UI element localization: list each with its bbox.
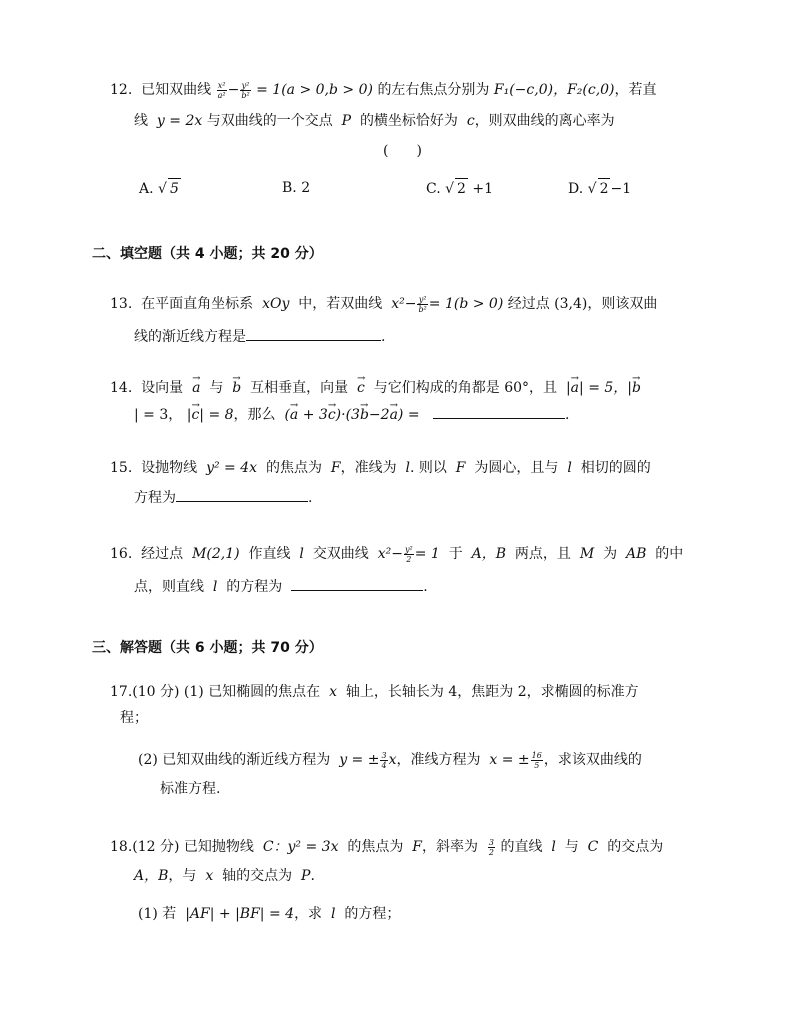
q16-text-a: 经过点 <box>141 546 184 562</box>
q16-text-b: 作直线 <box>248 546 291 562</box>
q17-text-b: 轴上，长轴长为 4，焦距为 2，求椭圆的标准方 <box>345 684 639 700</box>
q18-number: 18.(12 分) <box>110 839 180 855</box>
q15-f: F <box>330 460 341 476</box>
q15-parabola: y² = 4x <box>206 460 258 476</box>
q16-point-m: M(2,1) <box>192 546 240 562</box>
q15-text-g: 方程为 <box>134 490 176 506</box>
q15-text-e: 为圆心，且与 <box>474 460 559 476</box>
q14-line2: | = 3， |→ c| = 8，那么 (→ a + 3→ c)·(3→ b−2→ a) = . <box>134 404 569 425</box>
q13-xoy: xOy <box>262 296 290 312</box>
q13-text-d: 线的渐近线方程是 <box>134 329 246 345</box>
q17-line3 <box>138 750 642 770</box>
q18-p: P <box>301 868 311 884</box>
q13-answer-blank[interactable] <box>246 326 381 341</box>
q17-asymptote: y = ± $\frac{3}{4}$ x <box>339 750 397 770</box>
vector-c: → c <box>357 378 365 398</box>
q14-text-c: 互相垂直，向量 <box>250 380 349 396</box>
q14-text-e: | = 3， <box>134 407 183 423</box>
q14-answer-blank[interactable] <box>433 404 565 419</box>
option-a-label: A. <box>139 181 154 197</box>
section-3-heading: 三、解答题（共 6 小题；共 70 分） <box>92 640 323 656</box>
q16-text-i: 的方程为 <box>226 579 283 595</box>
q12-foci: F₁(−c,0)，F₂(c,0) <box>493 82 615 98</box>
q12-frac-x: $\frac{\text{x²}}{\text{a²}}$ <box>217 80 226 100</box>
q12-eq: = 1(a > 0,b > 0) <box>256 82 373 98</box>
q14-mag-c: |→ c| = 8 <box>187 407 234 423</box>
q16-text-d: 于 <box>448 546 463 562</box>
q18-text-d: 的直线 <box>500 839 543 855</box>
q18-text-a: 已知抛物线 <box>183 839 254 855</box>
q18-l: l <box>551 839 556 855</box>
q12-text-g: ，则双曲线的离心率为 <box>474 113 615 129</box>
q18-text-b: 的焦点为 <box>347 839 404 855</box>
q12-text-b: 的左右焦点分别为 <box>377 82 490 98</box>
q12-number: 12. <box>110 82 133 98</box>
q17-number: 17.(10 分) <box>110 684 180 700</box>
q12-line1: 12. 已知双曲线 $\frac{\text{x²}}{\text{a²}}$ − $\frac{\text{y²}}{\text{b²}}$ = 1(a > 0,b > 0) 的左右焦点分别为 F₁(−c,0)，F₂(c,0)，若直 <box>110 80 657 100</box>
q17-line1 <box>110 682 639 702</box>
option-d-radicand: 2 <box>598 178 611 199</box>
q16-text-c: 交双曲线 <box>312 546 369 562</box>
q18-line1 <box>110 837 663 857</box>
q13-eq: x²− $\frac{\text{y²}}{\text{b²}}$ = 1(b > 0) <box>391 294 504 314</box>
q18-line2: A，B，与 x 轴的交点为 P. <box>134 868 315 884</box>
option-c-label: C. <box>426 181 441 197</box>
q17-line2: 程； <box>120 710 148 726</box>
option-c-radicand: 2 <box>455 178 468 199</box>
q15-number: 15. <box>110 460 133 476</box>
q18-text-h: 轴的交点为 <box>222 868 293 884</box>
q15-text-c: ，准线为 <box>340 460 397 476</box>
q17-text-e: ，求该双曲线的 <box>543 752 642 768</box>
q14-number: 14. <box>110 380 133 396</box>
q15-line1 <box>110 458 651 478</box>
q12-text-e: 与双曲线的一个交点 <box>206 113 333 129</box>
q12-text-a: 已知双曲线 <box>141 82 212 98</box>
q16-text-h: 点，则直线 <box>134 579 204 595</box>
q18-text-i: (1) 若 <box>138 906 177 922</box>
q18-c: C <box>587 839 599 855</box>
q12-point-p: P <box>341 113 352 129</box>
q15-answer-blank[interactable] <box>176 487 308 502</box>
q14-text-d: 与它们构成的角都是 60°，且 <box>373 380 558 396</box>
q16-answer-blank[interactable] <box>291 576 423 591</box>
q12-option-a[interactable]: A. √ 5 <box>139 178 181 199</box>
q16-ab: A，B <box>471 546 507 562</box>
q13-line2: 线的渐近线方程是 . <box>134 326 385 347</box>
q17-line4: 标准方程. <box>160 781 221 797</box>
q15-l: l <box>405 460 410 476</box>
q12-c: c <box>466 113 475 129</box>
q15-text-f: 相切的圆的 <box>580 460 651 476</box>
section-2-heading: 二、填空题（共 4 小题；共 20 分） <box>92 246 323 262</box>
vector-b: → b <box>232 378 241 398</box>
q16-text-e: 两点，且 <box>514 546 571 562</box>
q15-text-b: 的焦点为 <box>265 460 322 476</box>
q12-line2 <box>134 111 615 131</box>
q12-line-eq: y = 2x <box>156 113 203 129</box>
q16-line1 <box>110 544 683 564</box>
q18-f: F <box>412 839 423 855</box>
q18-text-f: 的交点为 <box>607 839 664 855</box>
q12-text-f: 的横坐标恰好为 <box>359 113 458 129</box>
q13-text-c: 经过点 (3,4)，则该双曲 <box>507 296 658 312</box>
q16-line2: 点，则直线 l 的方程为 . <box>134 576 428 597</box>
q12-text-d: 线 <box>134 113 148 129</box>
q18-cond: |AF| + |BF| = 4 <box>185 906 295 922</box>
q15-text-a: 设抛物线 <box>141 460 198 476</box>
q15-l2: l <box>567 460 572 476</box>
q18-text-e: 与 <box>564 839 579 855</box>
q17-text-c: (2) 已知双曲线的渐近线方程为 <box>138 752 331 768</box>
q17-x: x <box>329 684 337 700</box>
q18-text-c: ，斜率为 <box>422 839 479 855</box>
q16-l: l <box>299 546 304 562</box>
q13-text-b: 中，若双曲线 <box>298 296 383 312</box>
q12-frac-y: $\frac{\text{y²}}{\text{b²}}$ <box>241 80 250 100</box>
q17-directrix: x = ± $\frac{16}{5}$ <box>489 750 542 770</box>
q14-expr: (→ a + 3→ c)·(3→ b−2→ a) = <box>284 407 419 423</box>
q13-line1 <box>110 294 657 314</box>
q14-text-f: ，那么 <box>233 407 276 423</box>
q16-text-f: 为 <box>603 546 618 562</box>
q18-l2: l <box>330 906 336 922</box>
q12-option-d[interactable]: D. √ 2 −1 <box>568 178 631 199</box>
q15-line2: 方程为 . <box>134 487 312 508</box>
q12-answer-paren: ( ) <box>383 143 422 159</box>
q17-text-a: (1) 已知椭圆的焦点在 <box>183 684 321 700</box>
q18-text-g: ，与 <box>168 868 197 884</box>
q13-number: 13. <box>110 296 133 312</box>
q16-ab2: AB <box>625 546 647 562</box>
q16-m: M <box>579 546 595 562</box>
q14-line1 <box>110 378 641 398</box>
q16-hyperbola: x²− $\frac{\text{y²}}{2}$ = 1 <box>377 544 440 564</box>
q18-line3 <box>138 904 400 924</box>
q17-text-d: ，准线方程为 <box>396 752 481 768</box>
option-a-radicand: 5 <box>168 178 181 199</box>
q12-text-c: ，若直 <box>614 82 657 98</box>
q16-text-g: 的中 <box>655 546 684 562</box>
q14-text-b: 与 <box>209 380 224 396</box>
q18-ab: A，B <box>134 868 169 884</box>
q12-option-b[interactable]: B. 2 <box>282 180 311 196</box>
q12-option-c[interactable]: C. √ 2 +1 <box>426 178 493 199</box>
q18-parabola: C：y² = 3x <box>262 839 339 855</box>
q18-text-k: 的方程； <box>344 906 401 922</box>
q13-text-a: 在平面直角坐标系 <box>141 296 254 312</box>
q14-mag-a: |→ a| = 5，|→ b <box>566 380 641 396</box>
q15-text-d: . 则以 <box>409 460 447 476</box>
q14-text-a: 设向量 <box>141 380 184 396</box>
vector-a: → a <box>192 378 200 398</box>
q18-text-j: ，求 <box>294 906 323 922</box>
q18-slope: $\frac{3}{2}$ <box>488 837 495 857</box>
option-d-label: D. <box>568 181 584 197</box>
q16-l2: l <box>212 579 218 595</box>
q15-f2: F <box>455 460 466 476</box>
q16-number: 16. <box>110 546 133 562</box>
q18-x: x <box>205 868 214 884</box>
